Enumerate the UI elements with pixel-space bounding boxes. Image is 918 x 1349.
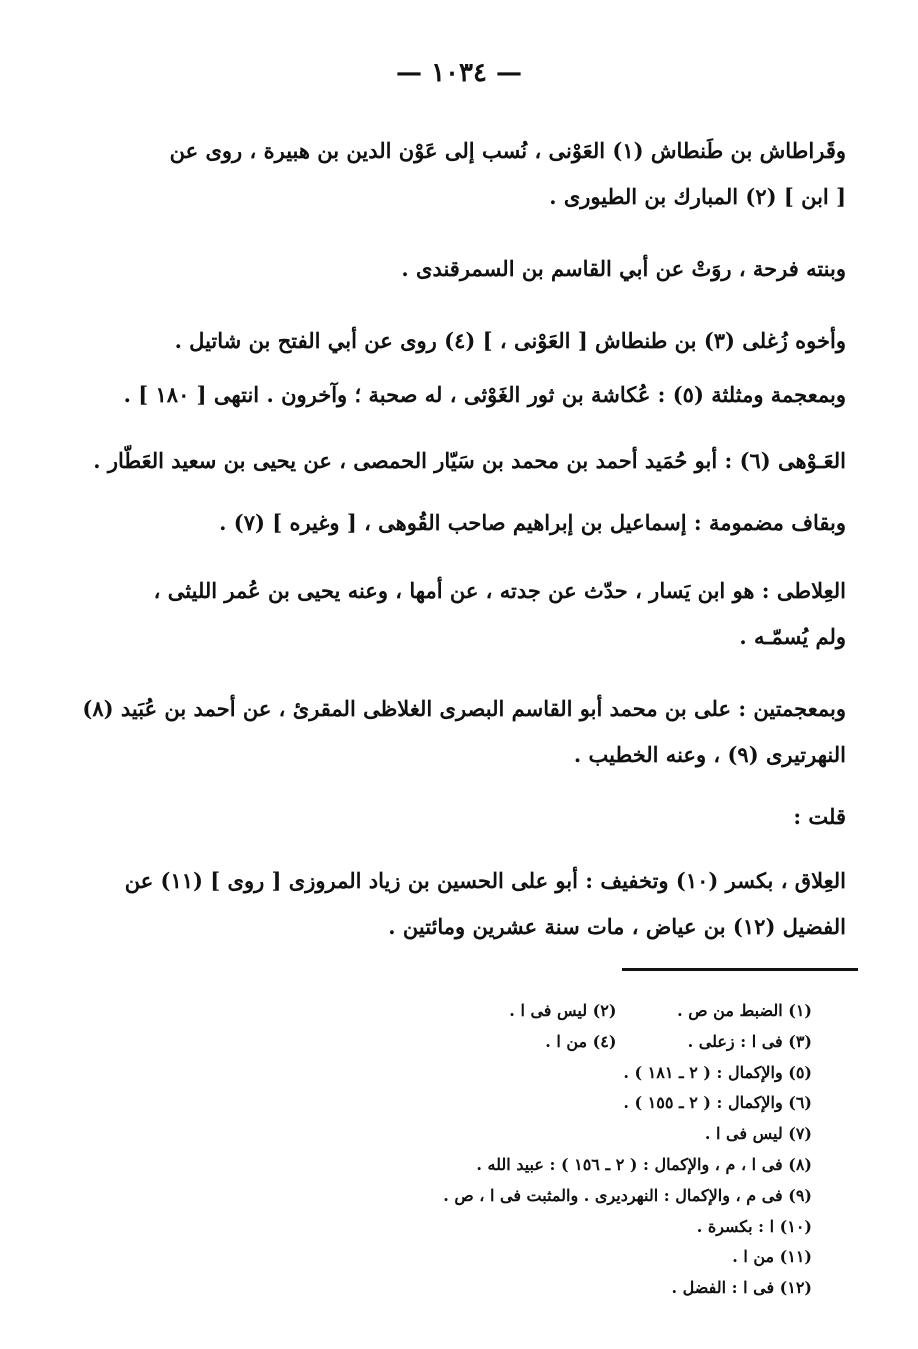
footnote-11: (١١) من ا . [732, 1247, 812, 1267]
paragraph-line: ولم يُسمّـه . [739, 624, 846, 649]
paragraph-line: النهرتيرى (٩) ، وعنه الخطيب . [573, 742, 846, 767]
paragraph-awhi [93, 438, 846, 484]
paragraph-line: وبمعجمة ومثلثة (٥) : عُكاشة بن ثور الغَوْثى ، له صحبة ؛ وآخرون . انتهى [ ١٨٠ ] . [123, 382, 846, 407]
paragraph-ukasha [123, 372, 846, 418]
footnote-12: (١٢) فى ا : الفضل . [671, 1278, 812, 1298]
paragraph-ghalazi [82, 686, 846, 778]
footnote-line [392, 1027, 812, 1058]
paragraph-line: العِلاق ، بكسر (١٠) وتخفيف : أبو على الحسين بن زياد المروزى [ روى ] (١١) عن [124, 868, 846, 893]
footnote-4: (٤) من ا . [545, 1031, 617, 1051]
paragraph-line: وبمعجمتين : على بن محمد أبو القاسم البصرى الغلاظى المقرئ ، عن أحمد بن عُبَيد (٨) [82, 696, 846, 721]
paragraph-zughli [126, 318, 846, 364]
paragraph-line: قلت : [793, 804, 846, 829]
footnote-line [392, 996, 812, 1027]
paragraph-qultu [126, 794, 846, 840]
paragraph-ilaq [126, 858, 846, 950]
paragraph-line: وبنته فرحة ، روَتْ عن أبي القاسم بن السمرقندى . [401, 256, 846, 281]
footnote-3: (٣) فى ا : زعلى . [687, 1031, 812, 1051]
footnote-divider [622, 968, 858, 971]
paragraph-line: وبقاف مضمومة : إسماعيل بن إبراهيم صاحب القُوهى ، [ وغيره ] (٧) . [219, 510, 846, 535]
footnote-1: (١) الضبط من ص . [677, 1001, 812, 1020]
paragraph-line: وقَراطاش بن طَنطاش (١) العَوْنى ، نُسب إلى عَوْن الدين بن هبيرة ، روى عن [169, 138, 846, 163]
paragraph-qaratash [126, 128, 846, 220]
footnotes [392, 996, 812, 1304]
footnote-10: (١٠) ا : بكسرة . [696, 1216, 812, 1236]
footnote-7: (٧) ليس فى ا . [704, 1124, 812, 1144]
paragraph-line: الفضيل (١٢) بن عياض ، مات سنة عشرين ومائتين . [388, 914, 846, 939]
paragraph-line: العِلاطى : هو ابن يَسار ، حدّث عن جدته ، عن أمها ، وعنه يحيى بن عُمر الليثى ، [153, 578, 846, 603]
footnote-6: (٦) والإكمال : ( ٢ ـ ١٥٥ ) . [623, 1093, 812, 1113]
paragraph-line: العَـوْهى (٦) : أبو حُمَيد أحمد بن محمد بن سَيّار الحمصى ، عن يحيى بن سعيد العَطّار . [93, 448, 846, 473]
footnote-9: (٩) فى م ، والإكمال : النهرديرى . والمثبت فى ا ، ص . [443, 1185, 812, 1205]
paragraph-ilati [126, 568, 846, 660]
paragraph-quhi [126, 500, 846, 546]
page-number: — ١٠٣٤ — [396, 58, 522, 88]
paragraph-line: وأخوه زُغلى (٣) بن طنطاش [ العَوْنى ، ] (٤) روى عن أبي الفتح بن شاتيل . [174, 328, 846, 353]
footnote-8: (٨) فى ا ، م ، والإكمال : ( ٢ ـ ١٥٦ ) : عبيد الله . [476, 1154, 812, 1174]
paragraph-line: [ ابن ] (٢) المبارك بن الطيورى . [549, 184, 846, 209]
paragraph-farha [126, 246, 846, 292]
footnote-2: (٢) ليس فى ا . [509, 1001, 617, 1020]
footnote-5: (٥) والإكمال : ( ٢ ـ ١٨١ ) . [623, 1062, 812, 1082]
